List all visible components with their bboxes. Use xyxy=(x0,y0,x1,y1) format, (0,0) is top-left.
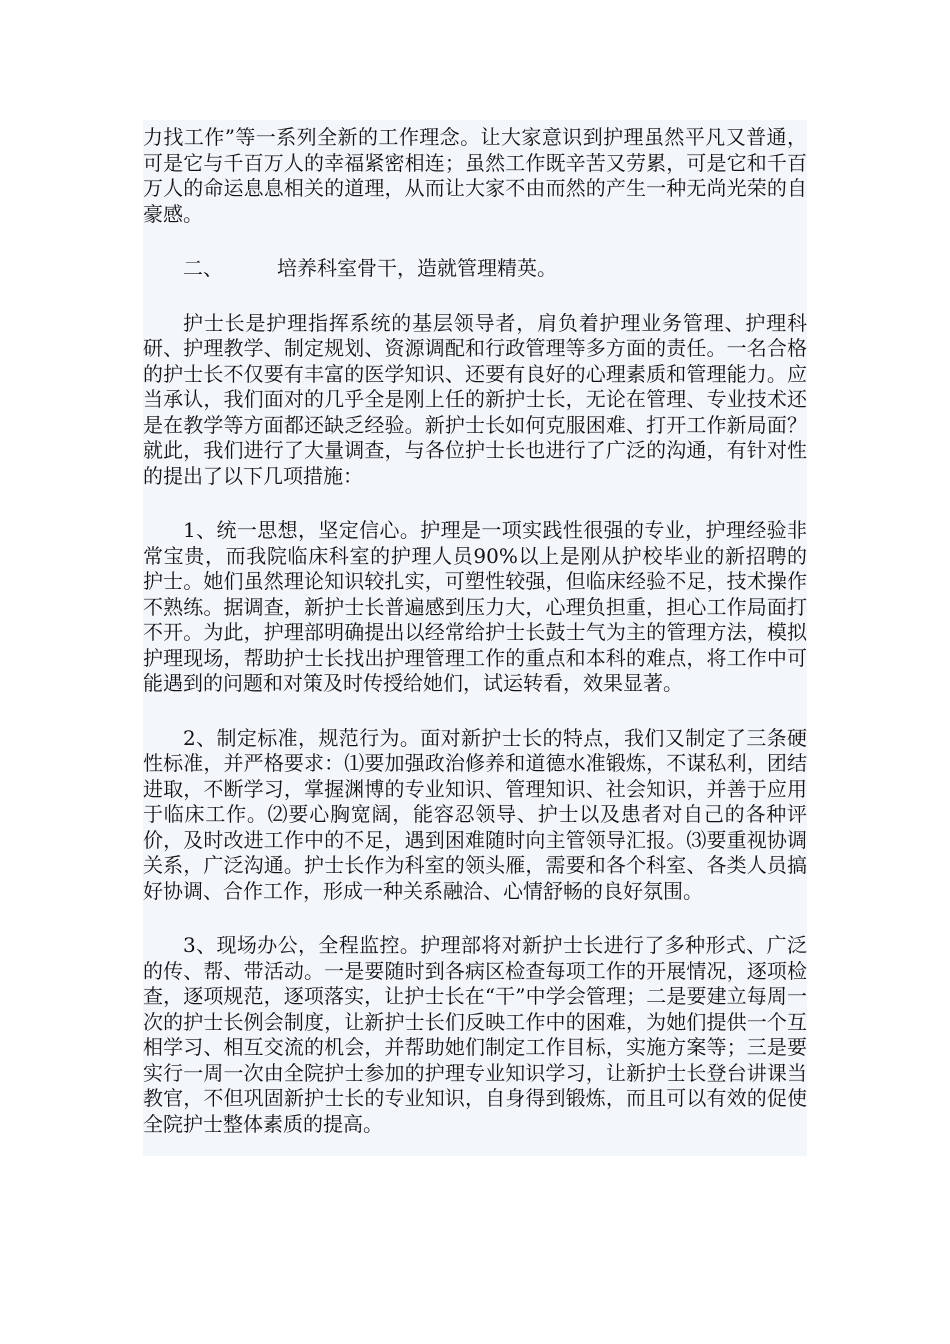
paragraph-measure-1: 1、统一思想，坚定信心。护理是一项实践性很强的专业，护理经验非常宝贵，而我院临床科室的护理人员90%以上是刚从护校毕业的新招聘的护士。她们虽然理论知识较扎实，可塑性较强，但临床经验不足，技术操作不熟练。据调查，新护士长普遍感到压力大，心理负担重，担心工作局面打不开。为此，护理部明确提出以经常给护士长鼓士气为主的管理方法，模拟护理现场，帮助护士长找出护理管理工作的重点和本科的难点，将工作中可能遇到的问题和对策及时传授给她们，试运转看，效果显著。 xyxy=(143,518,807,695)
paragraph-gap xyxy=(143,227,807,256)
paragraph-gap xyxy=(143,697,807,726)
paragraph-head-nurse-role: 护士长是护理指挥系统的基层领导者，肩负着护理业务管理、护理科研、护理教学、制定规划、资源调配和行政管理等多方面的责任。一名合格的护士长不仅要有丰富的医学知识、还要有良好的心理素质和管理能力。应当承认，我们面对的几乎全是刚上任的新护士长，无论在管理、专业技术还是在教学等方面都还缺乏经验。新护士长如何克服困难、打开工作新局面？就此，我们进行了大量调查，与各位护士长也进行了广泛的沟通，有针对性的提出了以下几项措施： xyxy=(143,310,807,488)
paragraph-continuation: 力找工作”等一系列全新的工作理念。让大家意识到护理虽然平凡又普通，可是它与千百万人的幸福紧密相连；虽然工作既辛苦又劳累，可是它和千百万人的命运息息相关的道理，从而让大家不由而然的产生一种无尚光荣的自豪感。 xyxy=(143,125,807,226)
paragraph-gap xyxy=(143,904,807,933)
section-heading xyxy=(143,256,807,282)
paragraph-gap xyxy=(143,489,807,518)
paragraph-measure-2: 2、制定标准，规范行为。面对新护士长的特点，我们又制定了三条硬性标准，并严格要求：⑴要加强政治修养和道德水准锻炼，不谋私利，团结进取，不断学习，掌握渊博的专业知识、管理知识、社会知识，并善于应用于临床工作。⑵要心胸宽阔，能容忍领导、护士以及患者对自己的各种评价，及时改进工作中的不足，遇到困难随时向主管领导汇报。⑶要重视协调关系，广泛沟通。护士长作为科室的领头雁，需要和各个科室、各类人员搞好协调、合作工作，形成一种关系融洽、心情舒畅的良好氛围。 xyxy=(143,725,807,903)
section-heading-text: 培养科室骨干，造就管理精英。 xyxy=(277,256,557,280)
paragraph-measure-3: 3、现场办公，全程监控。护理部将对新护士长进行了多种形式、广泛的传、帮、带活动。一是要随时到各病区检查每项工作的开展情况，逐项检查，逐项规范，逐项落实，让护士长在“干”中学会管理；二是要建立每周一次的护士长例会制度，让新护士长们反映工作中的困难，为她们提供一个互相学习、相互交流的机会，并帮助她们制定工作目标，实施方案等；三是要实行一周一次由全院护士参加的护理专业知识学习，让新护士长登台讲课当教官，不但巩固新护士长的专业知识，自身得到锻炼，而且可以有效的促使全院护士整体素质的提高。 xyxy=(143,933,807,1136)
document-body xyxy=(143,120,807,1156)
section-heading-number: 二、 xyxy=(183,256,223,280)
paragraph-gap xyxy=(143,282,807,311)
